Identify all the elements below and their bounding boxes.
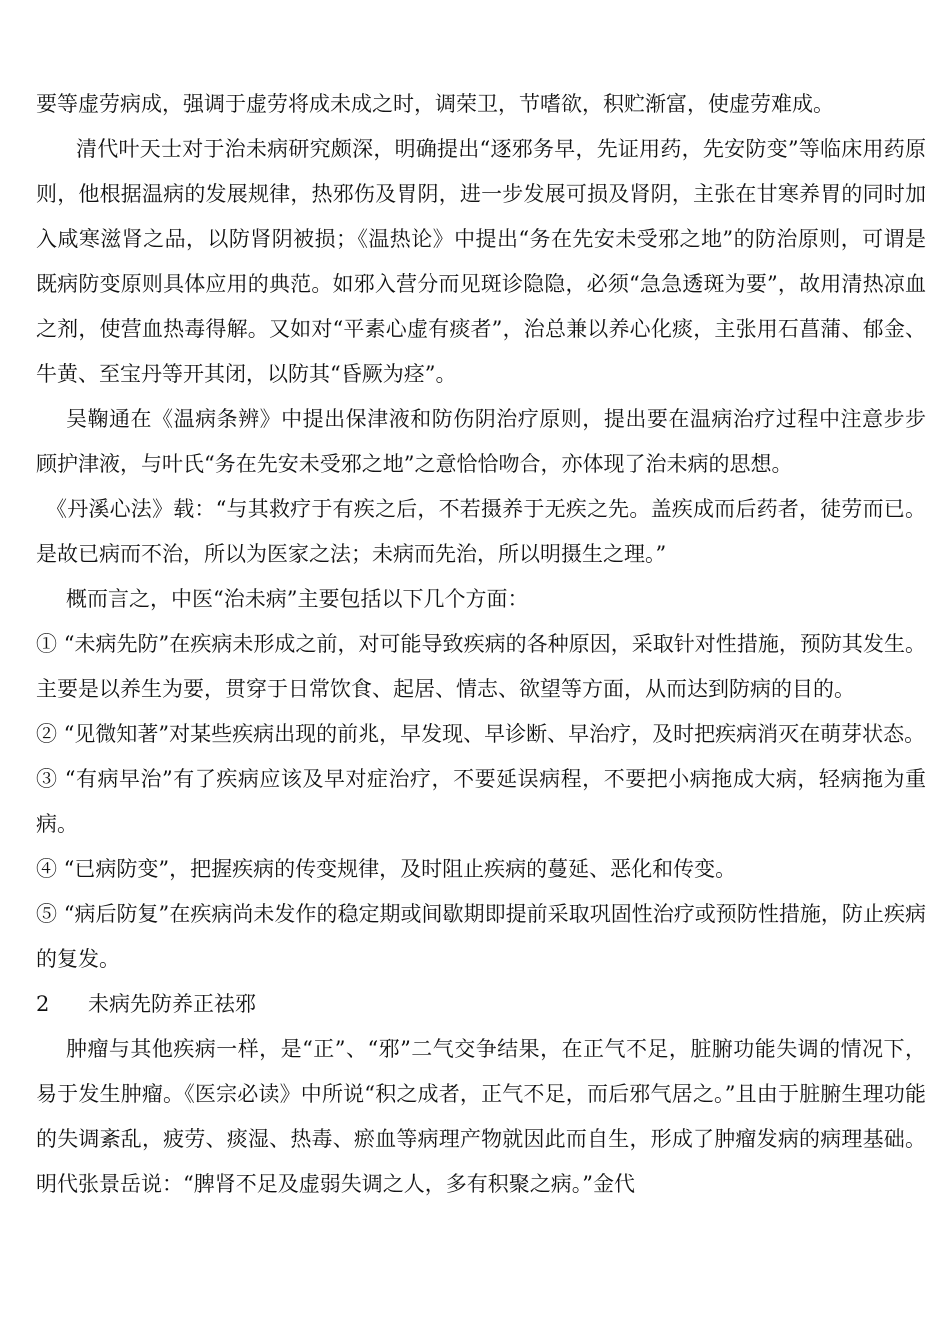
list-item-5: ⑤ “病后防复”在疾病尚未发作的稳定期或间歇期即提前采取巩固性治疗或预防性措施，防止疾病的复发。	[36, 902, 926, 971]
list-item-2: ② “见微知著”对某些疾病出现的前兆，早发现、早诊断、早治疗，及时把疾病消灭在萌芽状态。	[36, 722, 926, 746]
paragraph-danxi-xinfa: 《丹溪心法》载：“与其救疗于有疾之后，不若摄养于无疾之先。盖疾成而后药者，徒劳而已。是故已病而不治，所以为医家之法；未病而先治，所以明摄生之理。”	[36, 497, 926, 566]
paragraph-tumor: 肿瘤与其他疾病一样，是“正”、“邪”二气交争结果，在正气不足，脏腑功能失调的情况下，易于发生肿瘤。《医宗必读》中所说“积之成者，正气不足，而后邪气居之。”且由于脏腑生理功能的失调紊乱，疲劳、痰湿、热毒、瘀血等病理产物就因此而自生，形成了肿瘤发病的病理基础。明代张景岳说：“脾肾不足及虚弱失调之人，多有积聚之病。”金代	[36, 1037, 926, 1196]
section-title: 未病先防养正祛邪	[88, 992, 256, 1016]
document-body	[36, 82, 926, 1207]
section-number: 2	[36, 992, 50, 1016]
section-heading	[36, 982, 926, 1027]
list-item-1: ① “未病先防”在疾病未形成之前，对可能导致疾病的各种原因，采取针对性措施，预防其发生。主要是以养生为要，贯穿于日常饮食、起居、情志、欲望等方面，从而达到防病的目的。	[36, 632, 926, 701]
paragraph-summary-intro: 概而言之，中医“治未病”主要包括以下几个方面：	[66, 587, 529, 611]
paragraph-ye-tianshi: 清代叶天士对于治未病研究颇深，明确提出“逐邪务早，先证用药，先安防变”等临床用药原则，他根据温病的发展规律，热邪伤及胃阴，进一步发展可损及肾阴，主张在甘寒养胃的同时加入咸寒滋肾之品，以防肾阴被损；《温热论》中提出“务在先安未受邪之地”的防治原则，可谓是既病防变原则具体应用的典范。如邪入营分而见斑诊隐隐，必须“急急透斑为要”，故用清热凉血之剂，使营血热毒得解。又如对“平素心虚有痰者”，治总兼以养心化痰，主张用石菖蒲、郁金、牛黄、至宝丹等开其闭，以防其“昏厥为痉”。	[36, 137, 926, 386]
paragraph-xulao: 要等虚劳病成，强调于虚劳将成未成之时，调荣卫，节嗜欲，积贮渐富，使虚劳难成。	[36, 92, 834, 116]
list-item-3: ③ “有病早治”有了疾病应该及早对症治疗，不要延误病程，不要把小病拖成大病，轻病拖为重病。	[36, 767, 926, 836]
paragraph-wu-jutong: 吴鞠通在《温病条辨》中提出保津液和防伤阴治疗原则，提出要在温病治疗过程中注意步步顾护津液，与叶氏“务在先安未受邪之地”之意恰恰吻合，亦体现了治未病的思想。	[36, 407, 926, 476]
list-item-4: ④ “已病防变”，把握疾病的传变规律，及时阻止疾病的蔓延、恶化和传变。	[36, 857, 737, 881]
